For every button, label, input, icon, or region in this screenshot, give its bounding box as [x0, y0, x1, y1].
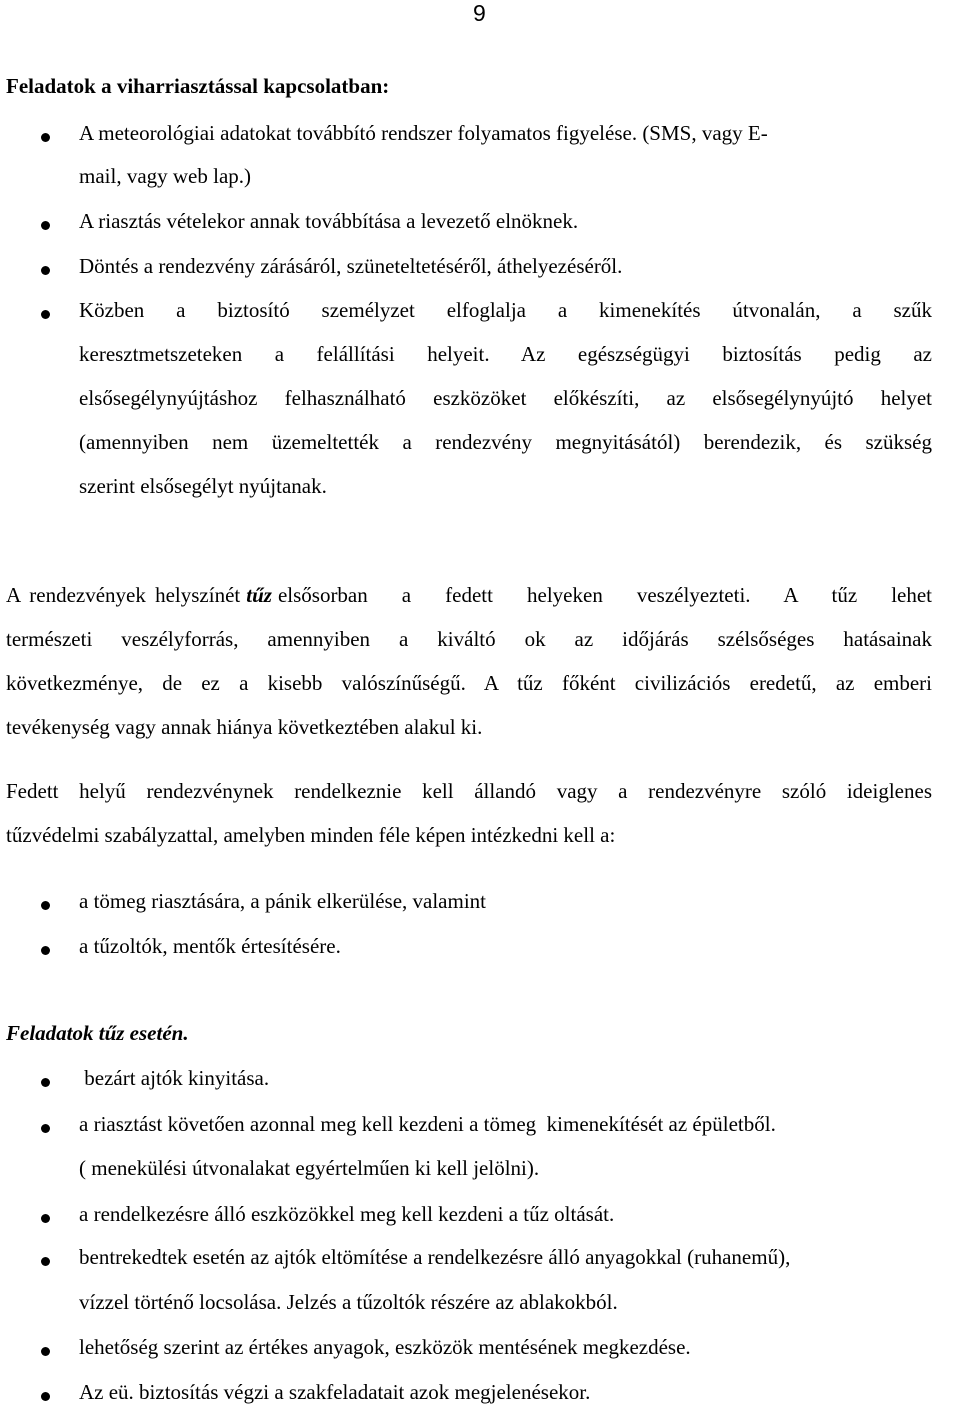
list-item-line: vízzel történő locsolása. Jelzés a tűzoltók részére az ablakokból.	[79, 1290, 618, 1314]
bullet-icon	[41, 901, 50, 910]
list-item-line: keresztmetszeteken a felállítási helyeit. Az egészségügyi biztosítás pedig az	[79, 342, 932, 366]
fire-tasks-heading: Feladatok tűz esetén.	[6, 1021, 189, 1045]
bullet-icon	[41, 1214, 50, 1223]
bullet-icon	[41, 946, 50, 955]
paragraph-line: természeti veszélyforrás, amennyiben a kiváltó ok az időjárás szélsőséges hatásainak	[6, 627, 932, 651]
list-item-line: mail, vagy web lap.)	[79, 164, 252, 188]
list-item-line: (amennyiben nem üzemeltették a rendezvény megnyitásától) berendezik, és szükség	[79, 430, 932, 454]
list-item-line: A riasztás vételekor annak továbbítása a levezető elnöknek.	[79, 209, 579, 233]
bullet-icon	[41, 1347, 50, 1356]
bullet-icon	[41, 1257, 50, 1266]
list-item-line: Közben a biztosító személyzet elfoglalja a kimenekítés útvonalán, a szűk	[79, 298, 932, 322]
paragraph-line	[6, 583, 932, 608]
list-item-line: a riasztást követően azonnal meg kell kezdeni a tömeg kimenekítését az épületből.	[79, 1112, 776, 1136]
bullet-icon	[41, 221, 50, 230]
list-item: a tömeg riasztására, a pánik elkerülése, valamint	[79, 889, 486, 913]
list-item-line: bentrekedtek esetén az ajtók eltömítése a rendelkezésre álló anyagokkal (ruhanemű),	[79, 1245, 791, 1269]
list-item-line: bezárt ajtók kinyitása.	[79, 1066, 270, 1090]
paragraph-line: Fedett helyű rendezvénynek rendelkeznie kell állandó vagy a rendezvényre szóló ideiglenes	[6, 779, 932, 803]
list-item-line: szerint elsősegélyt nyújtanak.	[79, 474, 327, 498]
list-item-line: a rendelkezésre álló eszközökkel meg kell kezdeni a tűz oltását.	[79, 1202, 615, 1226]
page-number: 9	[473, 0, 486, 26]
paragraph-line: tűzvédelmi szabályzattal, amelyben minden féle képen intézkedni kell a:	[6, 823, 616, 847]
paragraph-line: következménye, de ez a kisebb valószínűségű. A tűz főként civilizációs eredetű, az emberi	[6, 671, 932, 695]
bullet-icon	[41, 133, 50, 142]
list-item-line: A meteorológiai adatokat továbbító rendszer folyamatos figyelése. (SMS, vagy E-	[79, 121, 768, 145]
list-item-line: elsősegélynyújtáshoz felhasználható eszközöket előkészíti, az elsősegélynyújtó helyet	[79, 386, 932, 410]
bullet-icon	[41, 310, 50, 319]
paragraph-text: elsősorban a fedett helyeken veszélyezteti. A tűz lehet	[277, 583, 932, 607]
list-item-line: lehetőség szerint az értékes anyagok, eszközök mentésének megkezdése.	[79, 1335, 691, 1359]
list-item-line: Az eü. biztosítás végzi a szakfeladatait azok megjelenésekor.	[79, 1380, 591, 1404]
bullet-icon	[41, 1078, 50, 1087]
bullet-icon	[41, 1392, 50, 1401]
emphasis-text: tűz	[246, 583, 272, 607]
paragraph-line: tevékenység vagy annak hiánya következtében alakul ki.	[6, 715, 483, 739]
bullet-icon	[41, 266, 50, 275]
list-item-line: Döntés a rendezvény zárásáról, szüneteltetéséről, áthelyezéséről.	[79, 254, 623, 278]
paragraph-text: A rendezvények helyszínét	[6, 583, 241, 607]
list-item-line: ( menekülési útvonalakat egyértelműen ki kell jelölni).	[79, 1156, 540, 1180]
list-item: a tűzoltók, mentők értesítésére.	[79, 934, 341, 958]
storm-section-heading: Feladatok a viharriasztással kapcsolatban:	[6, 74, 390, 98]
bullet-icon	[41, 1124, 50, 1133]
